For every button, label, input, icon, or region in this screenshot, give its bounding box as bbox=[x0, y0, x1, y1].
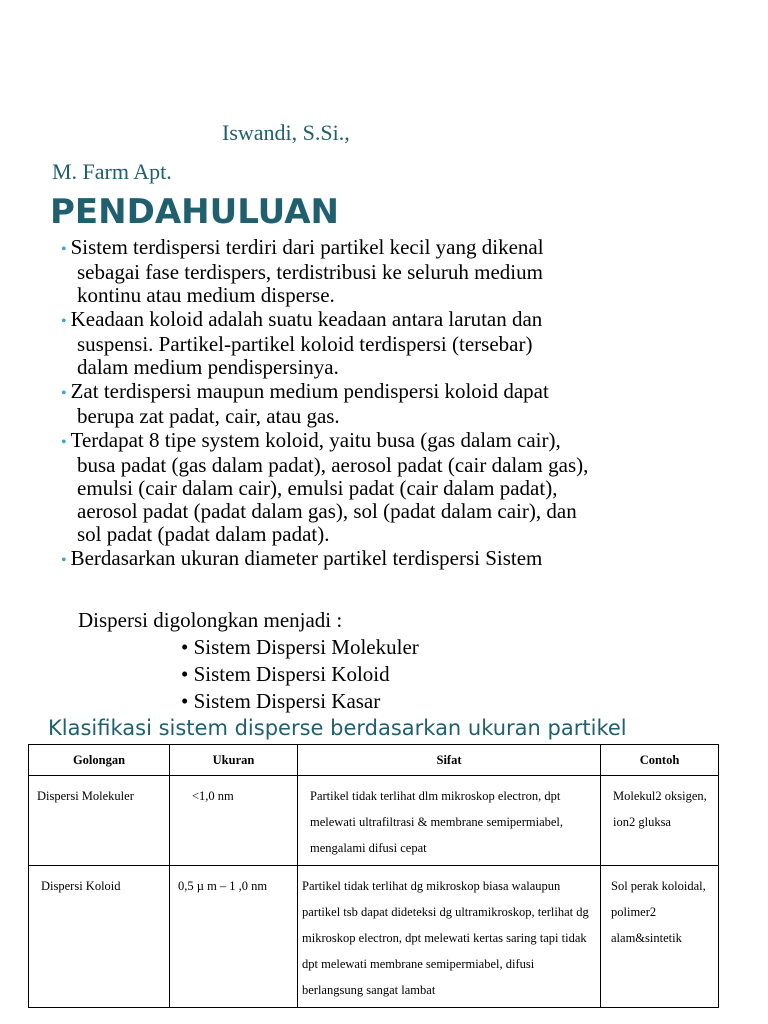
bullet-text: Berdasarkan ukuran diameter partikel terdispersi Sistem bbox=[70, 546, 543, 570]
header-sifat: Sifat bbox=[298, 745, 601, 776]
golongan-item: • Sistem Dispersi Molekuler bbox=[181, 635, 419, 659]
golongan-intro: Dispersi digolongkan menjadi : bbox=[78, 608, 343, 632]
bullet-text: Terdapat 8 tipe system koloid, yaitu busa (gas dalam cair), busa padat (gas dalam padat), aerosol padat (cair dalam gas), emulsi (cair dalam cair), emulsi padat (cair dalam padat), aerosol padat (padat dalam gas), sol (padat dalam cair), dan sol padat (padat dalam padat). bbox=[70, 428, 589, 546]
golongan-item: • Sistem Dispersi Koloid bbox=[181, 662, 390, 686]
header-golongan: Golongan bbox=[29, 745, 170, 776]
table-title: Klasifikasi sistem disperse berdasarkan ukuran partikel bbox=[48, 716, 627, 740]
cell-golongan: Dispersi Koloid bbox=[29, 866, 170, 1008]
bullet-text: Sistem terdispersi terdiri dari partikel kecil yang dikenal sebagai fase terdispers, terdistribusi ke seluruh medium kontinu atau medium disperse. bbox=[70, 235, 544, 307]
author-degree: M. Farm Apt. bbox=[52, 159, 172, 184]
golongan-item-text: Sistem Dispersi Kasar bbox=[193, 689, 381, 713]
bullet-text: Keadaan koloid adalah suatu keadaan antara larutan dan suspensi. Partikel-partikel koloid terdispersi (tersebar) dalam medium pendispersinya. bbox=[70, 307, 543, 379]
cell-sifat: Partikel tidak terlihat dg mikroskop biasa walaupun partikel tsb dapat dideteksi dg ultramikroskop, terlihat dg mikroskop electron, dpt melewati kertas saring tapi tidak dpt melewati membrane semipermiabel, difusi berlangsung sangat lambat bbox=[298, 866, 601, 1008]
bullet-text: Zat terdispersi maupun medium pendispersi koloid dapat berupa zat padat, cair, atau gas. bbox=[70, 379, 549, 428]
bullet-dot-icon: • bbox=[61, 552, 67, 569]
table-row bbox=[29, 866, 719, 1008]
golongan-item: • Sistem Dispersi Kasar bbox=[181, 689, 381, 713]
cell-contoh: Sol perak koloidal, polimer2 alam&sintetik bbox=[601, 866, 719, 1008]
golongan-item-text: Sistem Dispersi Koloid bbox=[193, 662, 390, 686]
bullet-item bbox=[56, 380, 756, 428]
bullet-dot-icon: • bbox=[61, 241, 67, 258]
header-contoh: Contoh bbox=[601, 745, 719, 776]
cell-contoh: Molekul2 oksigen, ion2 gluksa bbox=[601, 776, 719, 866]
classification-table bbox=[28, 744, 719, 1008]
cell-golongan: Dispersi Molekuler bbox=[29, 776, 170, 866]
golongan-item-text: Sistem Dispersi Molekuler bbox=[193, 635, 419, 659]
bullet-item bbox=[56, 308, 756, 379]
golongan-list bbox=[181, 634, 419, 715]
bullet-item bbox=[56, 547, 756, 572]
cell-ukuran: <1,0 nm bbox=[170, 776, 298, 866]
table-row bbox=[29, 776, 719, 866]
author-name: Iswandi, S.Si., bbox=[222, 120, 350, 145]
bullet-item bbox=[56, 236, 756, 307]
intro-bullet-list bbox=[56, 236, 756, 573]
header-ukuran: Ukuran bbox=[170, 745, 298, 776]
bullet-dot-icon: • bbox=[61, 385, 67, 402]
cell-sifat: Partikel tidak terlihat dlm mikroskop electron, dpt melewati ultrafiltrasi & membrane semipermiabel, mengalami difusi cepat bbox=[298, 776, 601, 866]
table-header-row bbox=[29, 745, 719, 776]
bullet-dot-icon: • bbox=[61, 434, 67, 451]
bullet-dot-icon: • bbox=[61, 313, 67, 330]
section-heading: PENDAHULUAN bbox=[50, 192, 339, 232]
bullet-item bbox=[56, 429, 756, 546]
cell-ukuran: 0,5 µ m – 1 ,0 nm bbox=[170, 866, 298, 1008]
